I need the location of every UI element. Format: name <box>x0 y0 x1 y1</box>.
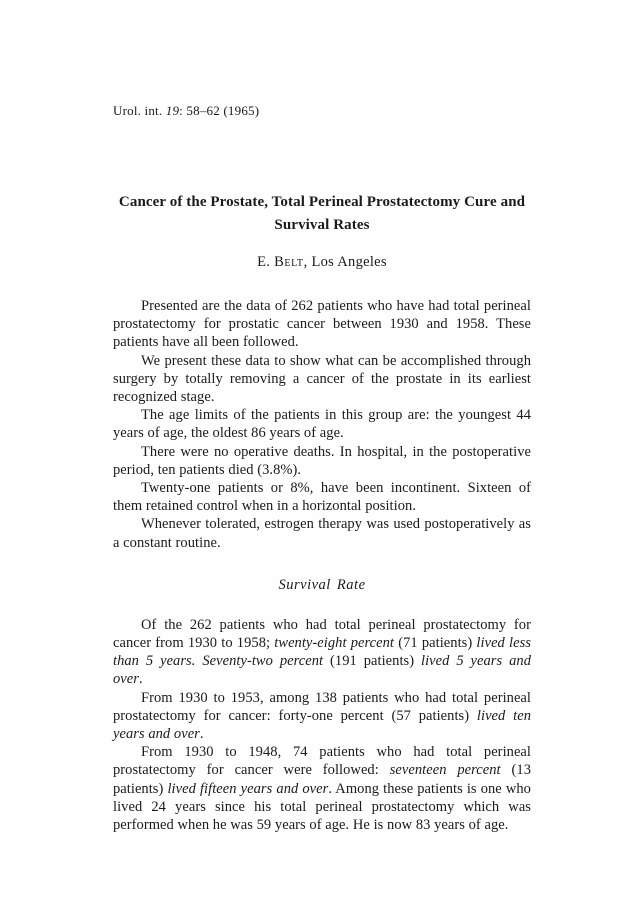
text-run: , Los Angeles <box>303 254 387 270</box>
text-run: (13 patients) <box>113 762 531 797</box>
text-run: From 1930 to 1953, among 138 patients who had total perineal prostatectomy for cancer: forty-one percent (57 patients) <box>113 689 531 724</box>
text-run: Urol. int. <box>113 103 166 118</box>
text-run: From 1930 to 1948, 74 patients who had total perineal prostatectomy for cancer were followed: <box>113 744 531 779</box>
text-run: We present these data to show what can be accomplished through surgery by totally removing a cancer of the prostate in its earliest recognized stage. <box>113 352 531 406</box>
author-line <box>113 253 531 271</box>
article-title <box>113 191 531 237</box>
text-run: There were no operative deaths. In hospital, in the postoperative period, ten patients died (3.8%). <box>113 443 531 478</box>
italic-text-run: lived 5 years and over <box>113 653 531 688</box>
article-title-line1: Cancer of the Prostate, Total Perineal Prostatectomy Cure and <box>118 194 526 210</box>
text-run: (71 patients) <box>394 635 477 652</box>
italic-text-run: lived ten years and over <box>113 707 531 743</box>
introduction-paragraphs <box>113 297 531 552</box>
paragraph <box>113 352 531 407</box>
text-run: Whenever tolerated, estrogen therapy was used postoperatively as a constant routine. <box>113 516 531 551</box>
text-run: Twenty-one patients or 8%, have been incontinent. Sixteen of them retained control when in a horizontal position. <box>113 480 531 515</box>
paragraph <box>113 479 531 515</box>
paragraph <box>113 297 531 352</box>
text-run: Presented are the data of 262 patients who have had total perineal prostatectomy for prostatic cancer between 1930 and 1958. These patients have all been followed. <box>113 298 531 351</box>
smallcaps-text-run: Belt <box>274 254 304 270</box>
italic-text-run: seventeen percent <box>389 762 501 779</box>
paragraph <box>113 406 531 442</box>
paragraph <box>113 515 531 551</box>
text-run: E. <box>257 254 275 270</box>
italic-text-run: lived less than 5 years. Seventy-two percent <box>113 635 531 670</box>
survival-rate-paragraphs <box>113 616 531 834</box>
text-run: The age limits of the patients in this group are: the youngest 44 years of age, the oldest 86 years of age. <box>113 407 531 442</box>
paragraph <box>113 689 531 744</box>
article-title-line2: Survival Rates <box>274 217 370 233</box>
text-run: (191 patients) <box>323 653 421 670</box>
text-run: Of the 262 patients who had total perineal prostatectomy for cancer from 1930 to 1958; <box>113 616 531 652</box>
text-run: : 58–62 (1965) <box>179 103 260 118</box>
paragraph <box>113 743 531 834</box>
paragraph <box>113 616 531 689</box>
journal-reference <box>113 103 531 118</box>
italic-text-run: twenty-eight percent <box>274 635 395 652</box>
paragraph <box>113 443 531 479</box>
text-run: . <box>199 726 204 743</box>
italic-text-run: 19 <box>165 103 180 118</box>
section-heading-survival-rate: Survival Rate <box>278 576 366 593</box>
text-run: . Among these patients is one who lived 24 years since his total perineal prostatectomy which was performed when he was 59 years of age. He is now 83 years of age. <box>113 780 531 834</box>
italic-text-run: lived fifteen years and over <box>167 780 329 797</box>
text-run: . <box>138 671 143 688</box>
